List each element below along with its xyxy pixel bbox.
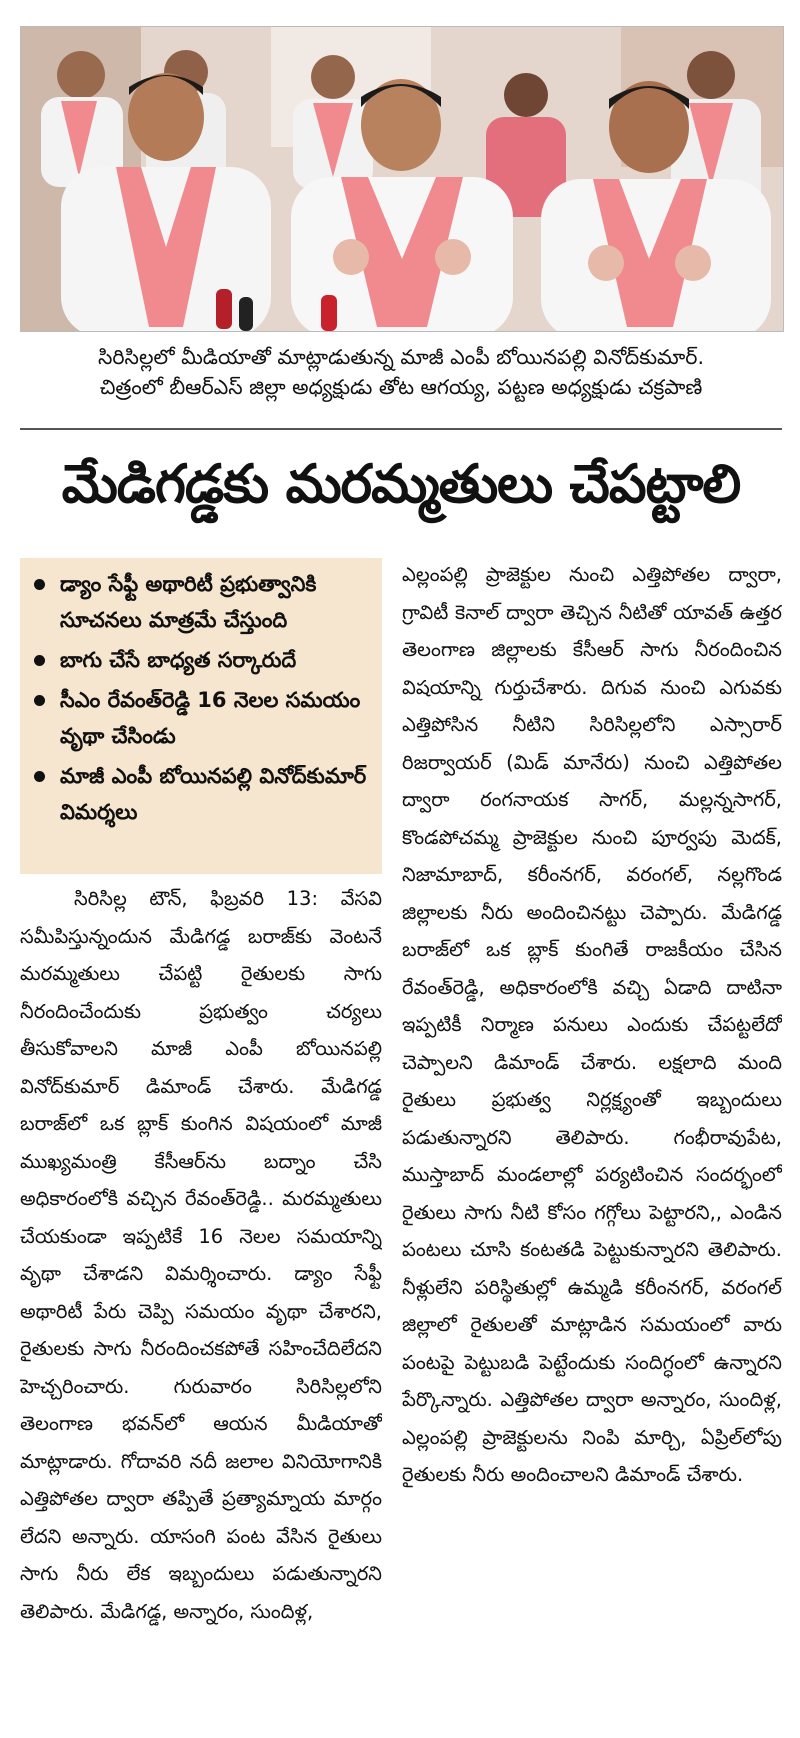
- bullet-icon: [34, 655, 45, 666]
- photo-illustration: [21, 27, 783, 331]
- caption-line-2: చిత్రంలో బీఆర్ఎస్ జిల్లా అధ్యక్షుడు తోట ఆగయ్య, పట్టణ అధ్యక్షుడు చక్రపాణి: [99, 375, 703, 399]
- article-body-left: సిరిసిల్ల టౌన్, ఫిబ్రవరి 13: వేసవి సమీపిస్తున్నందున మేడిగడ్డ బరాజ్‌కు వెంటనే మరమ్మతులు చేపట్టి రైతులకు సాగు నీరందించేందుకు ప్రభుత్వం చర్యలు తీసుకోవాలని మాజీ ఎంపీ బోయినపల్లి వినోద్‌కుమార్ డిమాండ్ చేశారు. మేడిగడ్డ బరాజ్‌లో ఒక బ్లాక్ కుంగిన విషయంలో మాజీ ముఖ్యమంత్రి కేసీఆర్‌ను బద్నాం చేసి అధికారంలోకి వచ్చిన రేవంత్‌రెడ్డి.. మరమ్మతులు చేయకుండా ఇప్పటికే 16 నెలల సమయాన్ని వృథా చేశాడని విమర్శించారు. డ్యాం సేఫ్టీ అథారిటీ పేరు చెప్పి సమయం వృథా చేశారని, రైతులకు సాగు నీరందించకపోతే సహించేదిలేదని హెచ్చరించారు. గురువారం సిరిసిల్లలోని తెలంగాణ భవన్‌లో ఆయన మీడియాతో మాట్లాడారు. గోదావరి నదీ జలాల వినియోగానికి ఎత్తిపోతల ద్వారా తప్పితే ప్రత్యామ్నాయ మార్గం లేదని అన్నారు. యాసంగి పంట వేసిన రైతులు సాగు నీరు లేక ఇబ్బందులు పడుతున్నారని తెలిపారు. మేడిగడ్డ, అన్నారం, సుందిళ్ల,: [20, 887, 382, 1623]
- bullet-icon: [34, 579, 45, 590]
- bullet-icon: [34, 695, 45, 706]
- highlights-box: [20, 558, 382, 874]
- highlight-item: మాజీ ఎంపీ బోయినపల్లి వినోద్‌కుమార్ విమర్శలు: [34, 758, 374, 830]
- divider: [20, 428, 782, 430]
- highlight-item: బాగు చేసే బాధ్యత సర్కారుదే: [34, 642, 374, 678]
- highlight-item: డ్యాం సేఫ్టీ అథారిటీ ప్రభుత్వానికి సూచనలు మాత్రమే చేస్తుంది: [34, 566, 374, 638]
- bullet-icon: [34, 771, 45, 782]
- article-body-right: ఎల్లంపల్లి ప్రాజెక్టుల నుంచి ఎత్తిపోతల ద్వారా, గ్రావిటీ కెనాల్ ద్వారా తెచ్చిన నీటితో యావత్ ఉత్తర తెలంగాణ జిల్లాలకు కేసీఆర్ సాగు నీరందించిన విషయాన్ని గుర్తుచేశారు. దిగువ నుంచి ఎగువకు ఎత్తిపోసిన నీటిని సిరిసిల్లలోని ఎస్సారార్ రిజర్వాయర్ (మిడ్ మానేరు) నుంచి ఎత్తిపోతల ద్వారా రంగనాయక సాగర్, మల్లన్నసాగర్, కొండపోచమ్మ ప్రాజెక్టుల నుంచి పూర్వపు మెదక్, నిజామాబాద్, కరీంనగర్, వరంగల్, నల్లగొండ జిల్లాలకు నీరు అందించినట్టు చెప్పారు. మేడిగడ్డ బరాజ్‌లో ఒక బ్లాక్ కుంగితే రాజకీయం చేసిన రేవంత్‌రెడ్డి, అధికారంలోకి వచ్చి ఏడాది దాటినా ఇప్పటికీ నిర్మాణ పనులు ఎందుకు చేపట్టలేదో చెప్పాలని డిమాండ్ చేశారు. లక్షలాది మంది రైతులు ప్రభుత్వ నిర్లక్ష్యంతో ఇబ్బందులు పడుతున్నారని తెలిపారు. గంభీరావుపేట, ముస్తాబాద్ మండలాల్లో పర్యటించిన సందర్భంలో రైతులు సాగు నీటి కోసం గగ్గోలు పెట్టారని,, ఎండిన పంటలు చూసి కంటతడి పెట్టుకున్నారని తెలిపారు. నీళ్లులేని పరిస్థితుల్లో ఉమ్మడి కరీంనగర్, వరంగల్ జిల్లాలో రైతులతో మాట్లాడిన సమయంలో వారు పంటపై పెట్టుబడి పెట్టేందుకు సందిగ్ధంలో ఉన్నారని పేర్కొన్నారు. ఎత్తిపోతల ద్వారా అన్నారం, సుందిళ్ల, ఎల్లంపల్లి ప్రాజెక్టులను నింపి మార్చి, ఏప్రిల్‌లోపు రైతులకు నీరు అందించాలని డిమాండ్ చేశారు.: [402, 563, 782, 1486]
- caption-line-1: సిరిసిల్లలో మీడియాతో మాట్లాడుతున్న మాజీ ఎంపీ బోయినపల్లి వినోద్‌కుమార్.: [98, 345, 704, 369]
- photo-caption: [20, 342, 782, 402]
- headline: మేడిగడ్డకు మరమ్మతులు చేపట్టాలి: [61, 454, 741, 515]
- press-meet-photo: [20, 26, 784, 332]
- highlight-item: సీఎం రేవంత్‌రెడ్డి 16 నెలల సమయం వృథా చేసిండు: [34, 682, 374, 754]
